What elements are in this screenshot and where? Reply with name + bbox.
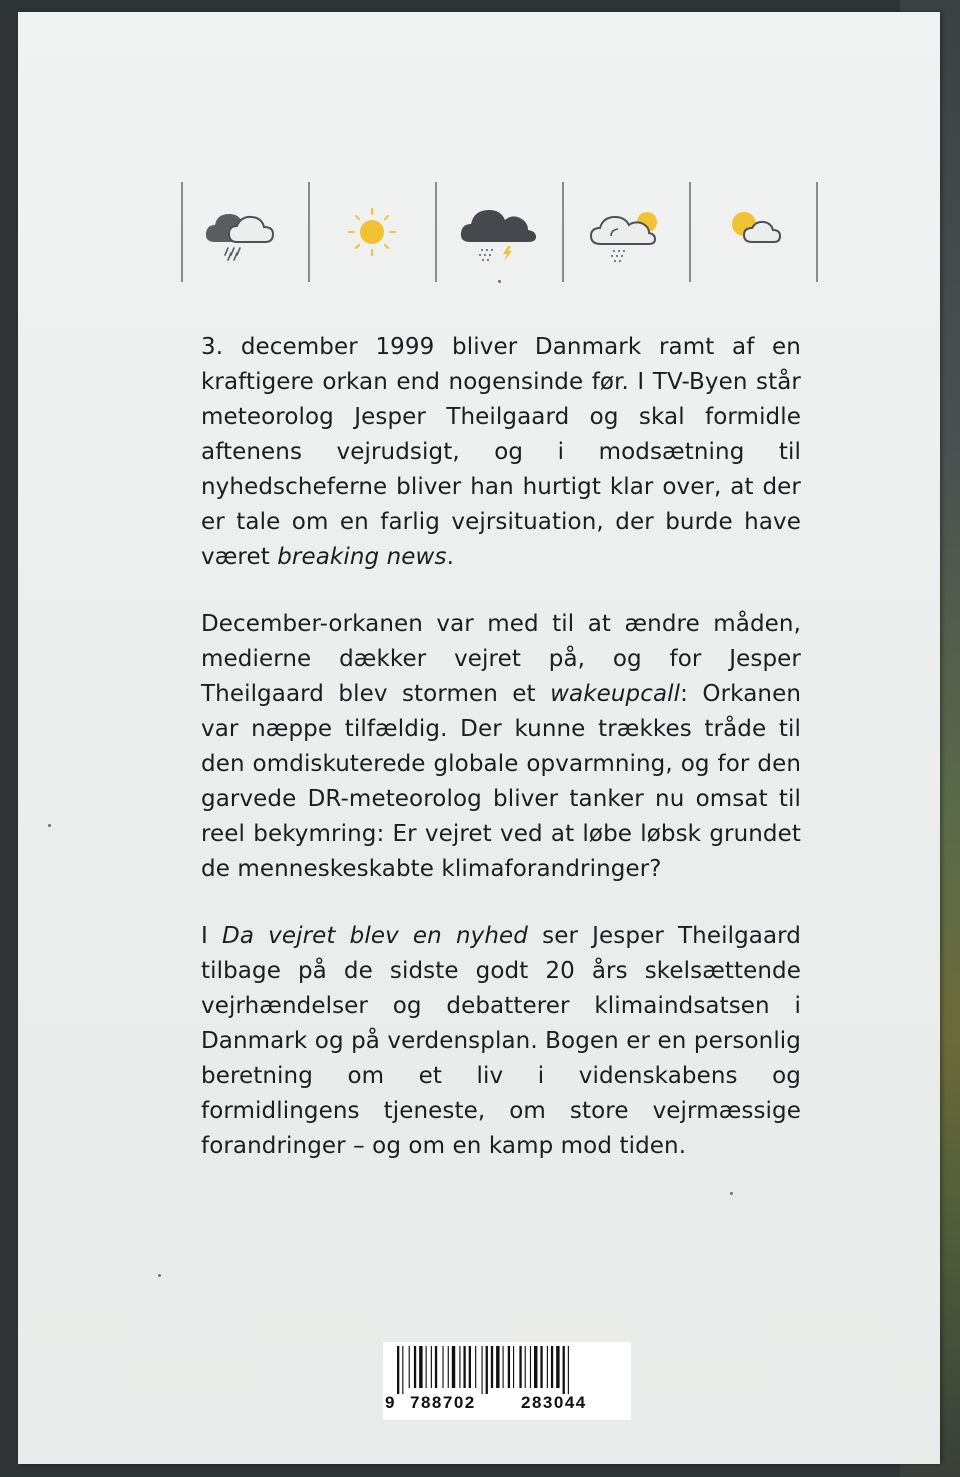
barcode-bar bbox=[503, 1346, 504, 1388]
barcode-bar bbox=[482, 1346, 483, 1394]
blurb-emphasis: breaking news bbox=[277, 544, 447, 570]
barcode-bar bbox=[431, 1346, 432, 1388]
barcode-bar bbox=[419, 1346, 422, 1388]
barcode-bar bbox=[547, 1346, 548, 1388]
blurb-text: ser Jesper Theilgaard tilbage på de sidste godt 20 års skelsættende vejrhændelser og debatterer klimaindsatsen i Danmark og på verdensplan. Bogen er en personlig beretning om et liv i videnskabens og formidlingens tjeneste, om store vejrmæssige forandringer – og om en kamp mod tiden. bbox=[201, 923, 802, 1159]
barcode-bar bbox=[519, 1346, 521, 1388]
paper-speck bbox=[158, 1274, 161, 1277]
blurb-paragraph-3 bbox=[201, 919, 801, 1164]
barcode-digits-right: 283044 bbox=[521, 1393, 587, 1412]
thunderstorm-cloud-icon bbox=[454, 200, 544, 264]
barcode-bar bbox=[530, 1346, 531, 1388]
weather-icon-row bbox=[181, 182, 817, 282]
barcode-bar bbox=[426, 1346, 427, 1388]
barcode-bar bbox=[540, 1346, 542, 1388]
barcode-bar bbox=[459, 1346, 460, 1388]
barcode-bar bbox=[397, 1346, 399, 1394]
divider bbox=[435, 182, 437, 282]
sun-icon bbox=[327, 200, 417, 264]
partly-cloudy-snow-icon bbox=[581, 200, 671, 264]
barcode-bar bbox=[469, 1346, 471, 1388]
divider bbox=[308, 182, 310, 282]
barcode-digit-first: 9 bbox=[385, 1393, 396, 1412]
barcode-bar bbox=[556, 1346, 559, 1388]
barcode-bar bbox=[563, 1346, 565, 1394]
barcode-bar bbox=[525, 1346, 526, 1388]
barcode-bar bbox=[551, 1346, 553, 1388]
blurb-text: . bbox=[446, 544, 454, 570]
barcode-bar bbox=[534, 1346, 537, 1388]
book-blurb bbox=[201, 330, 801, 1196]
barcode-bar bbox=[409, 1346, 410, 1388]
blurb-paragraph-2 bbox=[201, 607, 801, 887]
barcode-bar bbox=[414, 1346, 416, 1388]
barcode-bar bbox=[452, 1346, 455, 1388]
barcode-bar bbox=[486, 1346, 488, 1394]
barcode-bar bbox=[513, 1346, 514, 1388]
barcode-bar bbox=[442, 1346, 443, 1388]
barcode-bars bbox=[397, 1346, 623, 1394]
divider bbox=[562, 182, 564, 282]
divider bbox=[181, 182, 183, 282]
barcode-bar bbox=[491, 1346, 493, 1388]
blurb-text: : Orkanen var næppe tilfældig. Der kunne trækkes tråde til den omdiskuterede globale opvarmning, og for den garvede DR-meteorolog bliver tanker nu omsat til reel bekymring: Er vejret ved at løbe løbsk grundet de menneskeskabte klimaforandringer? bbox=[201, 681, 801, 882]
blurb-paragraph-1 bbox=[201, 330, 801, 575]
blurb-text: I bbox=[201, 923, 223, 949]
barcode-digits-left: 788702 bbox=[410, 1393, 476, 1412]
barcode-bar bbox=[448, 1346, 449, 1388]
isbn-barcode bbox=[383, 1342, 631, 1420]
blurb-emphasis: wakeupcall bbox=[550, 681, 681, 707]
barcode-bar bbox=[402, 1346, 403, 1394]
barcode-bar bbox=[435, 1346, 437, 1388]
divider bbox=[689, 182, 691, 282]
rain-cloud-icon bbox=[201, 200, 291, 264]
barcode-bar bbox=[496, 1346, 499, 1388]
blurb-text: December-orkanen var med til at ændre måden, medierne dækker vejret på, og for Jesper Theilgaard blev stormen et bbox=[201, 611, 801, 707]
barcode-bar bbox=[568, 1346, 569, 1394]
barcode-bar bbox=[508, 1346, 510, 1388]
paper-speck bbox=[48, 824, 51, 827]
blurb-text: 3. december 1999 bliver Danmark ramt af en kraftigere orkan end nogensinde før. I TV-Byen står meteorolog Jesper Theilgaard og skal formidle aftenens vejrudsigt, og i modsætning til nyhedscheferne bliver han hurtigt klar over, at der er tale om en farlig vejrsituation, der burde have været bbox=[201, 334, 801, 570]
paper-speck bbox=[730, 1192, 733, 1195]
book-title-emphasis: Da vejret blev en nyhed bbox=[222, 923, 529, 949]
paper-speck bbox=[498, 280, 501, 283]
sun-behind-cloud-icon bbox=[708, 200, 798, 264]
book-back-cover bbox=[18, 12, 940, 1464]
divider bbox=[816, 182, 818, 282]
barcode-bar bbox=[463, 1346, 465, 1388]
barcode-bar bbox=[475, 1346, 476, 1388]
